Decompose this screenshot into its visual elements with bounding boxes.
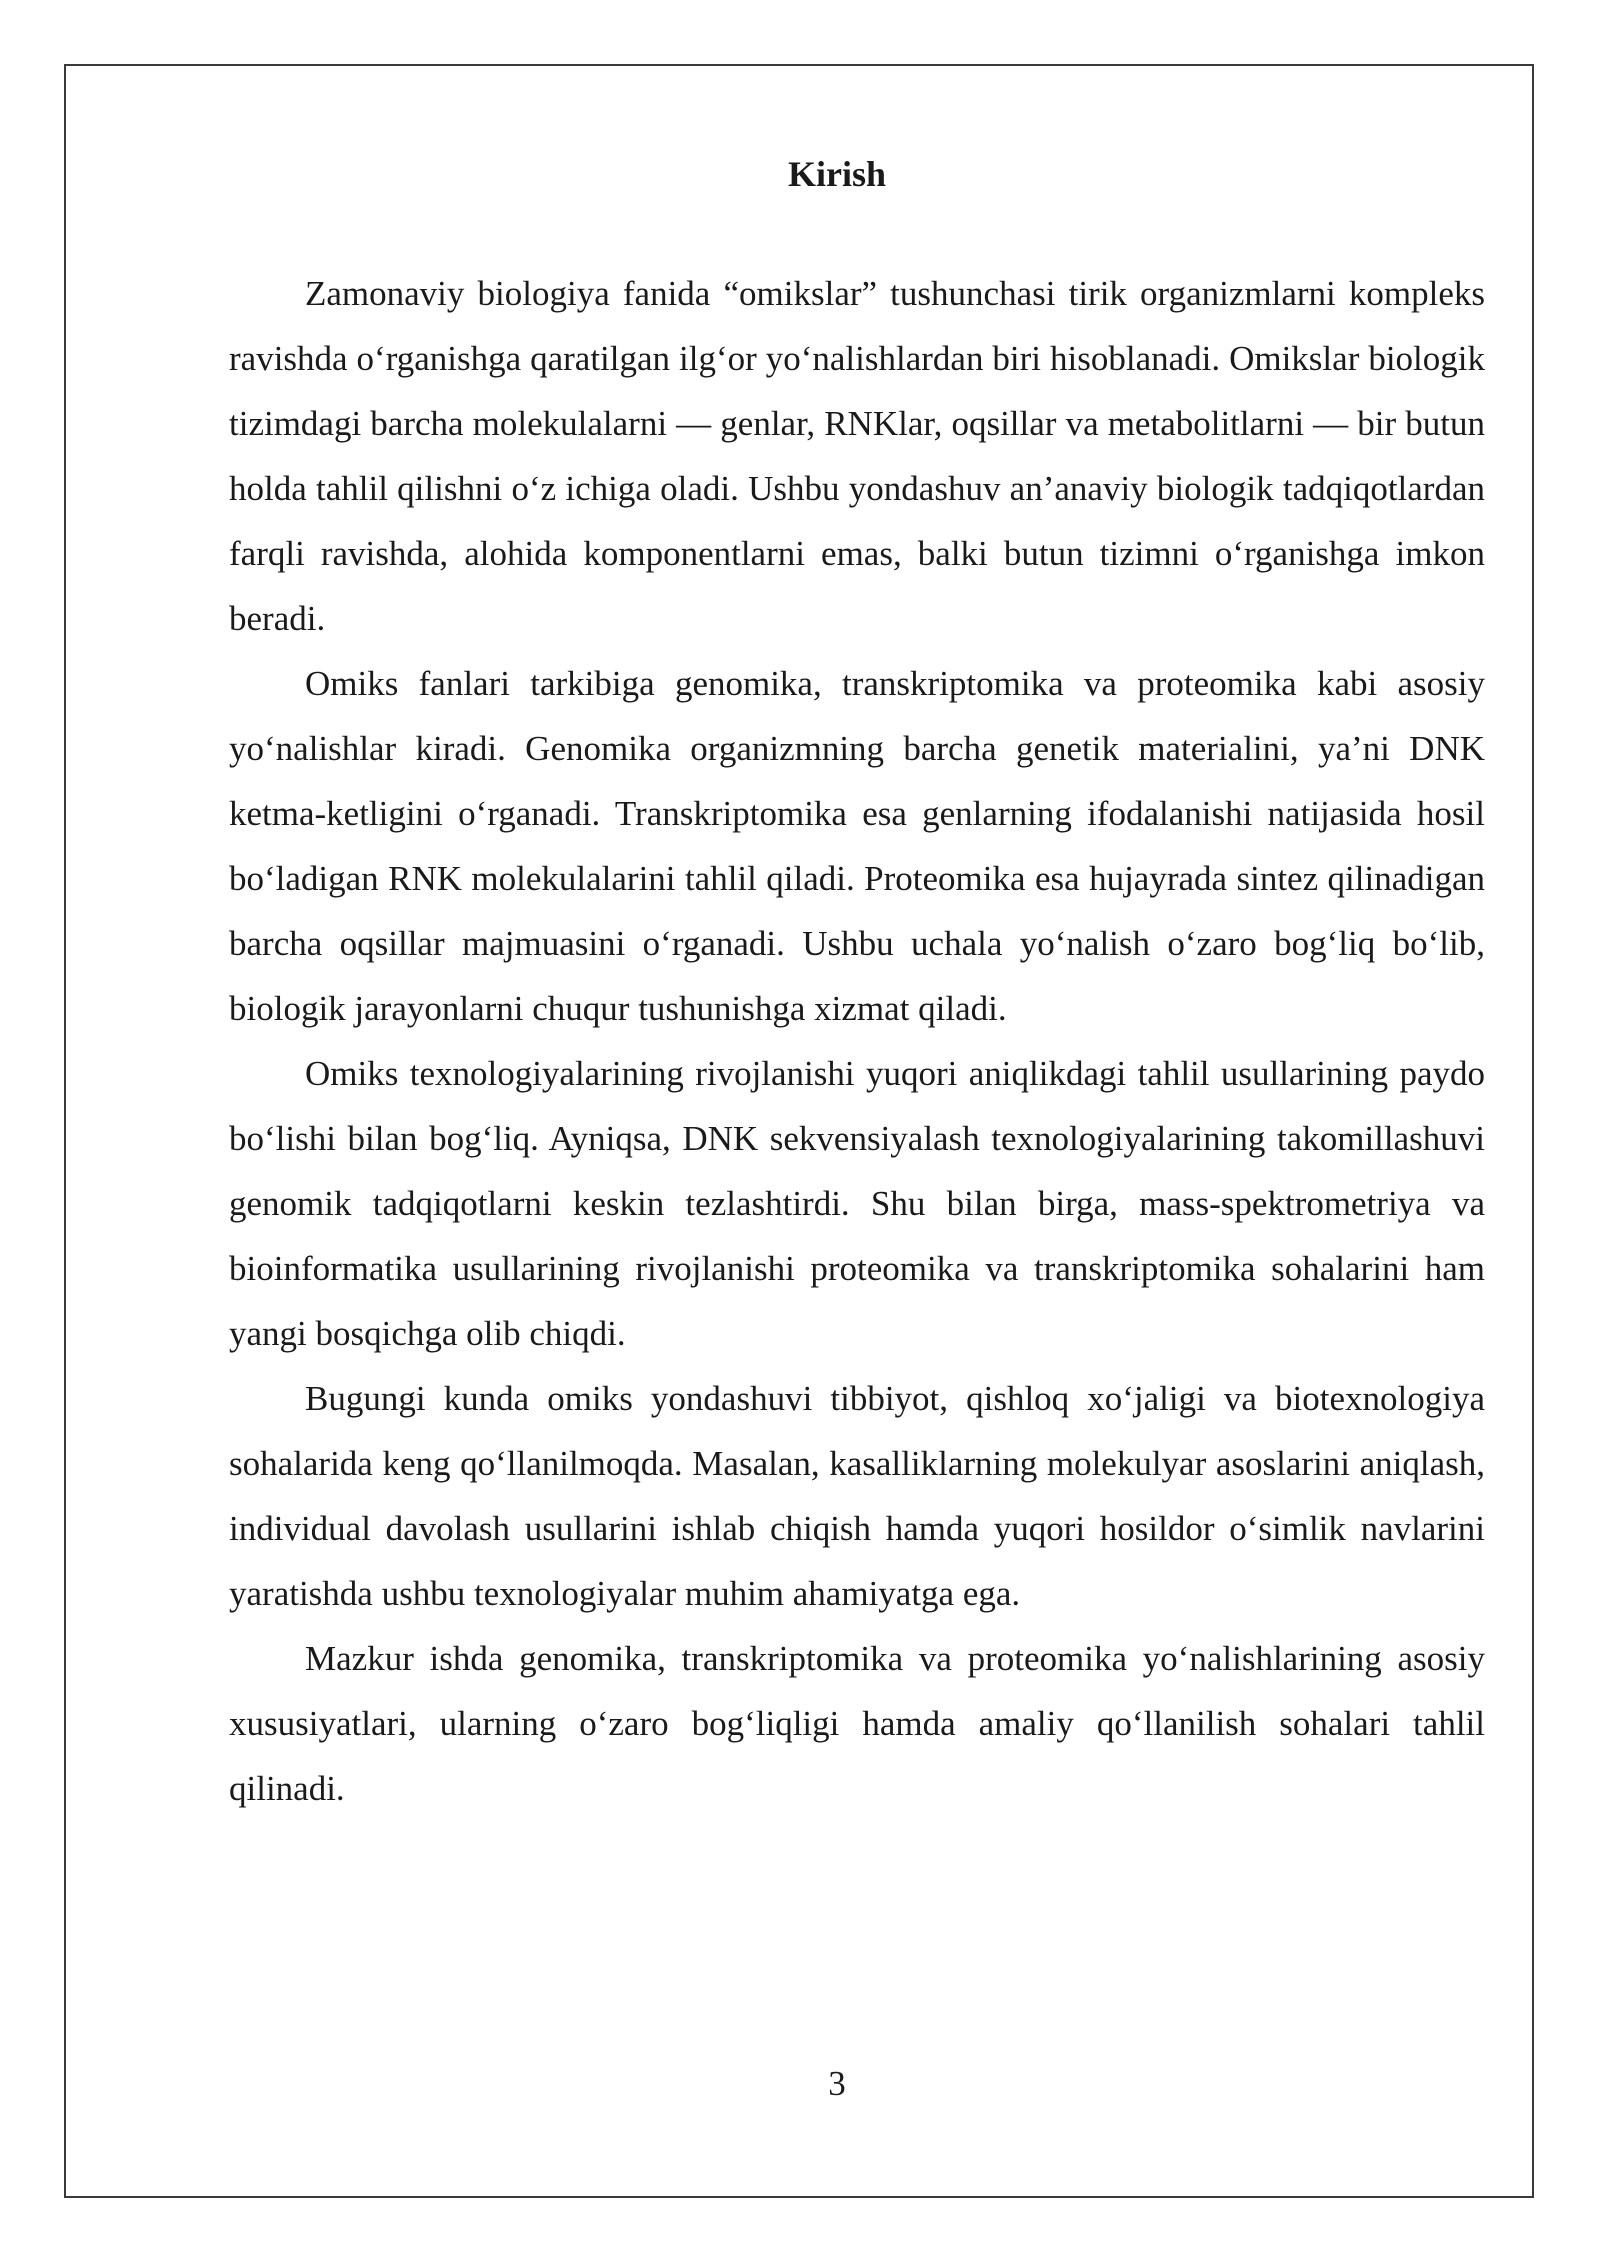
paragraph-1: Zamonaviy biologiya fanida “omikslar” tushunchasi tirik organizmlarni kompleks ravishda o‘rganishga qaratilgan ilg‘or yo‘nalishlardan biri hisoblanadi. Omikslar biologik tizimdagi barcha molekulalarni — genlar, RNKlar, oqsillar va metabolitlarni — bir butun holda tahlil qilishni o‘z ichiga oladi. Ushbu yondashuv an’anaviy biologik tadqiqotlardan farqli ravishda, alohida komponentlarni emas, balki butun tizimni o‘rganishga imkon beradi. bbox=[229, 274, 1485, 638]
paragraph-2: Omiks fanlari tarkibiga genomika, transkriptomika va proteomika kabi asosiy yo‘nalishlar kiradi. Genomika organizmning barcha genetik materialini, ya’ni DNK ketma-ketligini o‘rganadi. Transkriptomika esa genlarning ifodalanishi natijasida hosil bo‘ladigan RNK molekulalarini tahlil qiladi. Proteomika esa hujayrada sintez qilinadigan barcha oqsillar majmuasini o‘rganadi. Ushbu uchala yo‘nalish o‘zaro bog‘liq bo‘lib, biologik jarayonlarni chuqur tushunishga xizmat qiladi. bbox=[229, 664, 1485, 1028]
paragraph-3: Omiks texnologiyalarining rivojlanishi yuqori aniqlikdagi tahlil usullarining paydo bo‘lishi bilan bog‘liq. Ayniqsa, DNK sekvensiyalash texnologiyalarining takomillashuvi genomik tadqiqotlarni keskin tezlashtirdi. Shu bilan birga, mass-spektrometriya va bioinformatika usullarining rivojlanishi proteomika va transkriptomika sohalarini ham yangi bosqichga olib chiqdi. bbox=[229, 1054, 1485, 1353]
section-heading: Kirish bbox=[787, 154, 886, 194]
body-text bbox=[229, 261, 1485, 1821]
page-number: 3 bbox=[828, 2064, 846, 2103]
paragraph-5: Mazkur ishda genomika, transkriptomika va proteomika yo‘nalishlarining asosiy xususiyatlari, ularning o‘zaro bog‘liqligi hamda amaliy qo‘llanilish sohalari tahlil qilinadi. bbox=[229, 1639, 1485, 1808]
paragraph-4: Bugungi kunda omiks yondashuvi tibbiyot, qishloq xo‘jaligi va biotexnologiya sohalarida keng qo‘llanilmoqda. Masalan, kasalliklarning molekulyar asoslarini aniqlash, individual davolash usullarini ishlab chiqish hamda yuqori hosildor o‘simlik navlarini yaratishda ushbu texnologiyalar muhim ahamiyatga ega. bbox=[229, 1379, 1485, 1613]
